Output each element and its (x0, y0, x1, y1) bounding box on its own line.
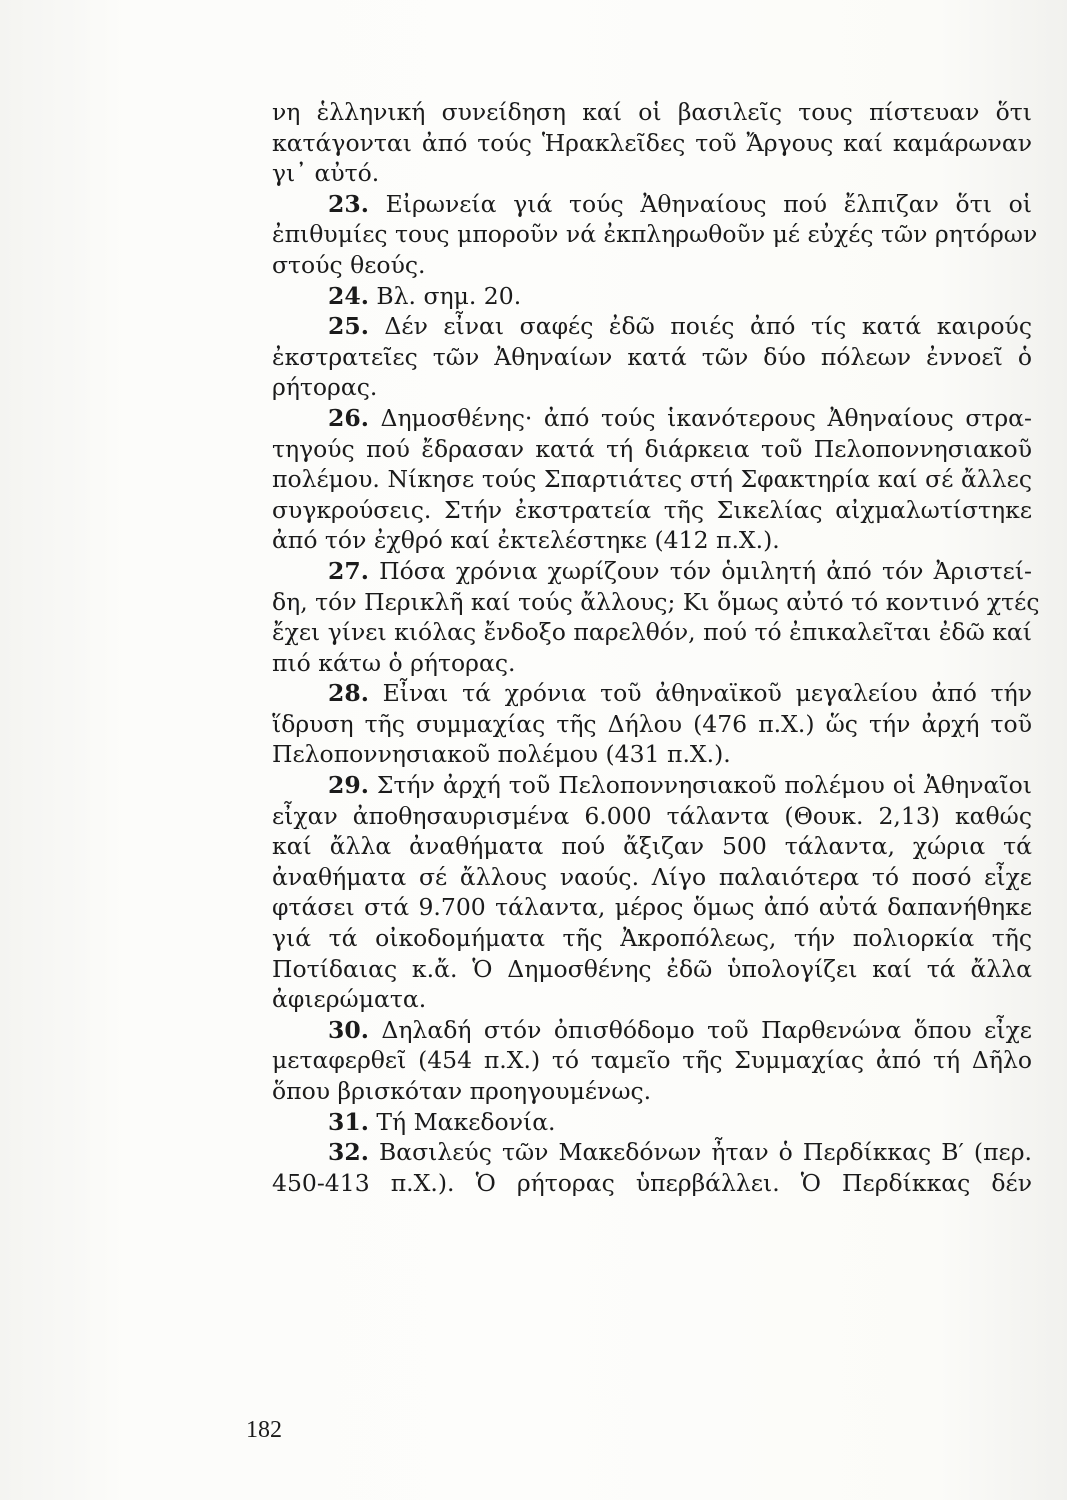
note-number: 23. (328, 189, 369, 218)
line-text: πολέμου. Νίκησε τούς Σπαρτιάτες στή Σφακτηρία καί σέ ἄλλες (272, 465, 1032, 494)
endnotes-text (272, 97, 1040, 1198)
text-line (272, 342, 1032, 373)
text-line (272, 709, 1032, 740)
line-text: ρήτορας. (272, 373, 378, 402)
text-line (272, 434, 1032, 465)
note-number: 27. (328, 556, 369, 585)
text-line (272, 1137, 1032, 1168)
line-text: Δέν εἶναι σαφές ἐδῶ ποιές ἀπό τίς κατά καιρούς (384, 312, 1032, 341)
text-line (272, 984, 1032, 1015)
text-line (272, 189, 1032, 220)
line-text: καί ἄλλα ἀναθήματα πού ἄξιζαν 500 τάλαντα, χώρια τά (272, 832, 1032, 861)
text-line (272, 648, 1032, 679)
line-text: ἐπιθυμίες τους μποροῦν νά ἐκπληρωθοῦν μέ εὐχές τῶν ρητόρων (272, 220, 1038, 249)
note-number: 25. (328, 312, 369, 341)
line-text: δη, τόν Περικλῆ καί τούς ἄλλους; Κι ὅμως αὐτό τό κοντινό χτές (272, 587, 1040, 616)
text-line (272, 862, 1032, 893)
line-text: στούς θεούς. (272, 250, 426, 279)
text-line (272, 372, 1032, 403)
line-text: πιό κάτω ὁ ρήτορας. (272, 648, 516, 677)
note-number: 24. (328, 281, 369, 310)
line-text: εἶχαν ἀποθησαυρισμένα 6.000 τάλαντα (Θουκ. 2,13) καθώς (272, 801, 1032, 830)
line-text: Εἶναι τά χρόνια τοῦ ἀθηναϊκοῦ μεγαλείου ἀπό τήν (382, 679, 1032, 708)
note-number: 30. (328, 1015, 369, 1044)
line-text: ἵδρυση τῆς συμμαχίας τῆς Δήλου (476 π.Χ.) ὥς τήν ἀρχή τοῦ (272, 709, 1032, 738)
text-line (272, 739, 1032, 770)
note-number: 26. (328, 403, 369, 432)
line-text: Πόσα χρόνια χωρίζουν τόν ὁμιλητή ἀπό τόν Ἀριστεί- (379, 556, 1032, 585)
note-number: 29. (328, 771, 369, 800)
line-text: ἀπό τόν ἐχθρό καί ἐκτελέστηκε (412 π.Χ.). (272, 526, 780, 555)
text-line (272, 770, 1032, 801)
line-text: ἔχει γίνει κιόλας ἔνδοξο παρελθόν, πού τό ἐπικαλεῖται ἐδῶ καί (272, 618, 1032, 647)
text-line (272, 801, 1032, 832)
text-line (272, 128, 1032, 159)
text-line (272, 587, 1040, 618)
text-line (272, 1168, 1032, 1199)
text-line (272, 556, 1032, 587)
line-text: Τή Μακεδονία. (376, 1107, 556, 1136)
line-text: κατάγονται ἀπό τούς Ἡρακλεῖδες τοῦ Ἄργους καί καμάρωναν (272, 128, 1032, 157)
line-text: ἀναθήματα σέ ἄλλους ναούς. Λίγο παλαιότερα τό ποσό εἶχε (272, 862, 1032, 891)
text-line (272, 281, 1032, 312)
line-text: νη ἑλληνική συνείδηση καί οἱ βασιλεῖς τους πίστευαν ὅτι (272, 98, 1032, 126)
text-line (272, 1045, 1032, 1076)
note-number: 32. (328, 1138, 369, 1167)
text-line (272, 617, 1032, 648)
text-line (272, 464, 1032, 495)
line-text: μεταφερθεῖ (454 π.Χ.) τό ταμεῖο τῆς Συμμαχίας ἀπό τή Δῆλο (272, 1046, 1032, 1075)
text-line (272, 525, 1032, 556)
text-line (272, 250, 1032, 281)
text-line (272, 831, 1032, 862)
line-text: Δηλαδή στόν ὀπισθόδομο τοῦ Παρθενώνα ὅπου εἶχε (381, 1015, 1032, 1044)
line-text: Στήν ἀρχή τοῦ Πελοποννησιακοῦ πολέμου οἱ Ἀθηναῖοι (376, 771, 1032, 800)
text-line (272, 892, 1032, 923)
text-line (272, 1076, 1032, 1107)
text-line (272, 219, 1038, 250)
text-line (272, 923, 1032, 954)
text-line (272, 403, 1032, 434)
line-text: φτάσει στά 9.700 τάλαντα, μέρος ὅμως ἀπό αὐτά δαπανήθηκε (272, 893, 1032, 922)
line-text: ἀφιερώματα. (272, 985, 427, 1014)
line-text: Βασιλεύς τῶν Μακεδόνων ἦταν ὁ Περδίκκας Β′ (περ. (378, 1138, 1032, 1167)
line-text: Πελοποννησιακοῦ πολέμου (431 π.Χ.). (272, 740, 731, 769)
text-line (272, 158, 1032, 189)
line-text: συγκρούσεις. Στήν ἐκστρατεία τῆς Σικελίας αἰχμαλωτίστηκε (272, 495, 1032, 524)
text-line (272, 1107, 1032, 1138)
line-text: γι᾽ αὐτό. (272, 159, 380, 188)
line-text: τηγούς πού ἔδρασαν κατά τή διάρκεια τοῦ Πελοποννησιακοῦ (272, 434, 1032, 463)
text-line (272, 954, 1032, 985)
text-line (272, 97, 1032, 128)
text-line (272, 678, 1032, 709)
line-text: ἐκστρατεῖες τῶν Ἀθηναίων κατά τῶν δύο πόλεων ἐννοεῖ ὁ (272, 342, 1032, 371)
line-text: ὅπου βρισκόταν προηγουμένως. (272, 1077, 652, 1105)
line-text: Εἰρωνεία γιά τούς Ἀθηναίους πού ἔλπιζαν ὅτι οἱ (385, 189, 1032, 218)
page-number: 182 (246, 1417, 282, 1443)
note-number: 31. (328, 1107, 369, 1136)
line-text: 450-413 π.Χ.). Ὁ ρήτορας ὑπερβάλλει. Ὁ Περδίκκας δέν (272, 1168, 1032, 1197)
line-text: Δημοσθένης· ἀπό τούς ἱκανότερους Ἀθηναίους στρα- (380, 403, 1032, 432)
line-text: Βλ. σημ. 20. (376, 281, 522, 310)
line-text: γιά τά οἰκοδομήματα τῆς Ἀκροπόλεως, τήν πολιορκία τῆς (272, 924, 1032, 953)
text-line (272, 311, 1032, 342)
line-text: Ποτίδαιας κ.ἄ. Ὁ Δημοσθένης ἐδῶ ὑπολογίζει καί τά ἄλλα (272, 954, 1032, 983)
text-line (272, 1015, 1032, 1046)
note-number: 28. (328, 679, 369, 708)
text-line (272, 495, 1032, 526)
